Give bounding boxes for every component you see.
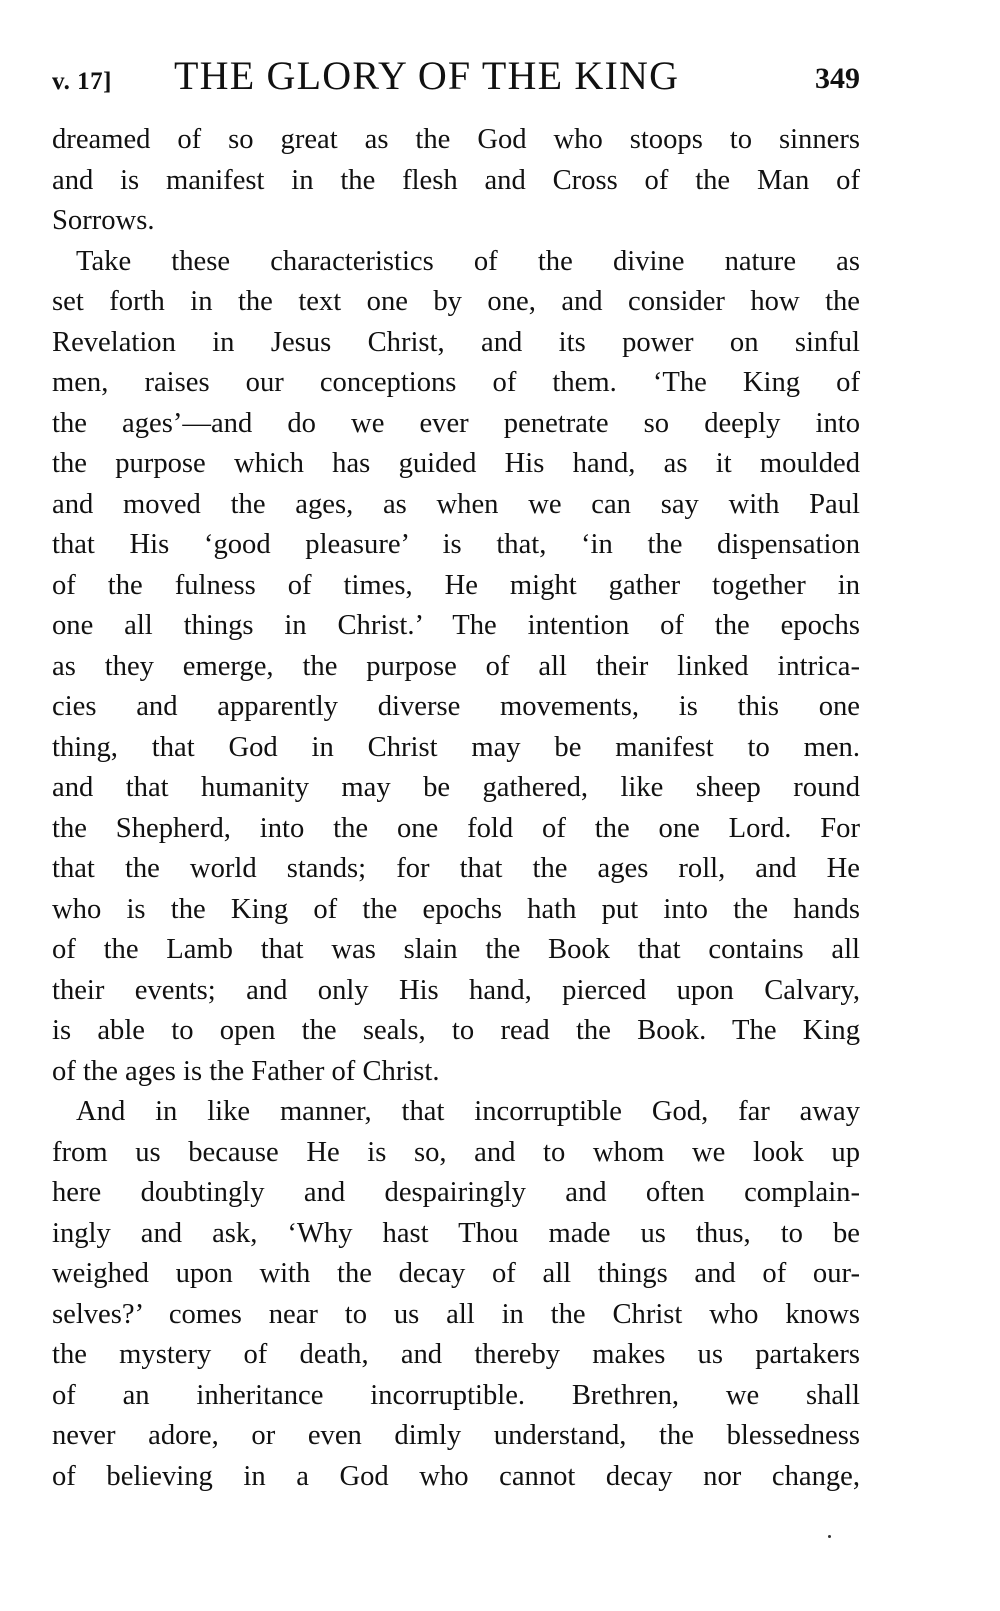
text-line: And in like manner, that incorruptible God, far away (76, 1096, 860, 1127)
text-line: of an inheritance incorruptible. Brethren, we shall (52, 1379, 860, 1411)
print-speck (828, 1535, 831, 1538)
text-line: set forth in the text one by one, and consider how the (52, 286, 860, 317)
text-line: one all things in Christ.’ The intention of the epochs (52, 610, 860, 641)
text-line: never adore, or even dimly understand, the blessedness (52, 1420, 860, 1451)
text-line: who is the King of the epochs hath put into the hands (52, 893, 860, 925)
text-line: here doubtingly and despairingly and often complain- (52, 1177, 860, 1208)
text-line: the purpose which has guided His hand, as it moulded (52, 448, 860, 479)
body-text (52, 120, 860, 1497)
verse-reference: v. 17] (52, 68, 112, 95)
page-number: 349 (815, 62, 860, 95)
text-line: that His ‘good pleasure’ is that, ‘in the dispensation (52, 529, 860, 560)
text-line: the Shepherd, into the one fold of the one Lord. For (52, 812, 860, 844)
text-line: the mystery of death, and thereby makes us partakers (52, 1339, 860, 1370)
text-line: is able to open the seals, to read the Book. The King (52, 1015, 860, 1046)
running-title: THE GLORY OF THE KING (174, 53, 680, 98)
text-line: selves?’ comes near to us all in the Christ who knows (52, 1298, 860, 1330)
text-line: and that humanity may be gathered, like sheep round (52, 772, 860, 803)
text-line: men, raises our conceptions of them. ‘The King of (52, 367, 860, 398)
text-line: and moved the ages, as when we can say with Paul (52, 488, 860, 520)
text-line: of the ages is the Father of Christ. (52, 1055, 440, 1087)
text-line: the ages’—and do we ever penetrate so deeply into (52, 407, 860, 439)
text-line: of the fulness of times, He might gather together in (52, 569, 860, 601)
text-line: of believing in a God who cannot decay nor change, (52, 1460, 860, 1492)
text-line: that the world stands; for that the ages roll, and He (52, 853, 860, 884)
text-line: their events; and only His hand, pierced upon Calvary, (52, 974, 860, 1006)
text-line: thing, that God in Christ may be manifest to men. (52, 731, 860, 763)
text-line: and is manifest in the flesh and Cross of the Man of (52, 164, 860, 196)
text-line: weighed upon with the decay of all things and of our- (52, 1258, 860, 1289)
text-line: Sorrows. (52, 205, 155, 236)
text-line: cies and apparently diverse movements, is this one (52, 691, 860, 722)
text-line: Revelation in Jesus Christ, and its power on sinful (52, 326, 860, 358)
running-head (52, 52, 860, 102)
text-line: as they emerge, the purpose of all their linked intrica- (52, 650, 860, 682)
text-line: Take these characteristics of the divine nature as (76, 245, 860, 277)
text-line: of the Lamb that was slain the Book that contains all (52, 934, 860, 965)
text-line: dreamed of so great as the God who stoops to sinners (52, 124, 860, 155)
text-line: from us because He is so, and to whom we look up (52, 1136, 860, 1168)
text-line: ingly and ask, ‘Why hast Thou made us thus, to be (52, 1217, 860, 1249)
